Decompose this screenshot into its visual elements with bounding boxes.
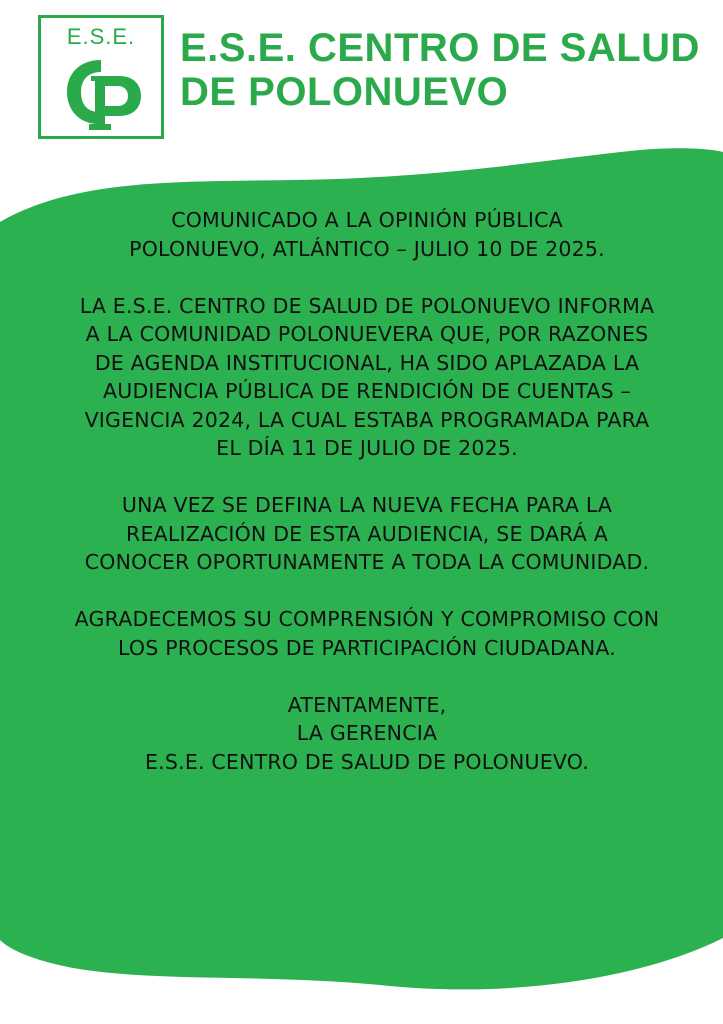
closing: ATENTAMENTE, (287, 692, 447, 717)
title-line-1: E.S.E. CENTRO DE SALUD (180, 26, 700, 70)
title-line-2: DE POLONUEVO (180, 70, 509, 114)
organization-title (180, 26, 710, 114)
heading-line-1: COMUNICADO A LA OPINIÓN PÚBLICA (171, 208, 563, 232)
signature-organization: E.S.E. CENTRO DE SALUD DE POLONUEVO. (145, 749, 589, 774)
logo (38, 15, 164, 139)
heading-line-2: POLONUEVO, ATLÁNTICO – JULIO 10 DE 2025. (129, 236, 605, 261)
paragraph-postponement: LA E.S.E. CENTRO DE SALUD DE POLONUEVO INFORMA A LA COMUNIDAD POLONUEVERA QUE, POR RAZONES DE AGENDA INSTITUCIONAL, HA SIDO APLAZADA LA AUDIENCIA PÚBLICA DE RENDICIÓN DE CUENTAS – VIGENCIA 2024, LA CUAL ESTABA PROGRAMADA PARA EL DÍA 11 DE JULIO DE 2025. (79, 293, 655, 460)
signature: LA GERENCIA (296, 721, 438, 745)
logo-cp-mark (61, 54, 145, 134)
paragraph-thanks: AGRADECEMOS SU COMPRENSIÓN Y COMPROMISO CON LOS PROCESOS DE PARTICIPACIÓN CIUDADANA. (74, 607, 660, 660)
paragraph-new-date: UNA VEZ SE DEFINA LA NUEVA FECHA PARA LA REALIZACIÓN DE ESTA AUDIENCIA, SE DARÁ A CONOCER OPORTUNAMENTE A TODA LA COMUNIDAD. (84, 493, 650, 574)
logo-label: E.S.E. (66, 24, 136, 49)
announcement-text (72, 206, 662, 805)
announcement-heading (72, 206, 662, 263)
signature-block (72, 691, 662, 777)
